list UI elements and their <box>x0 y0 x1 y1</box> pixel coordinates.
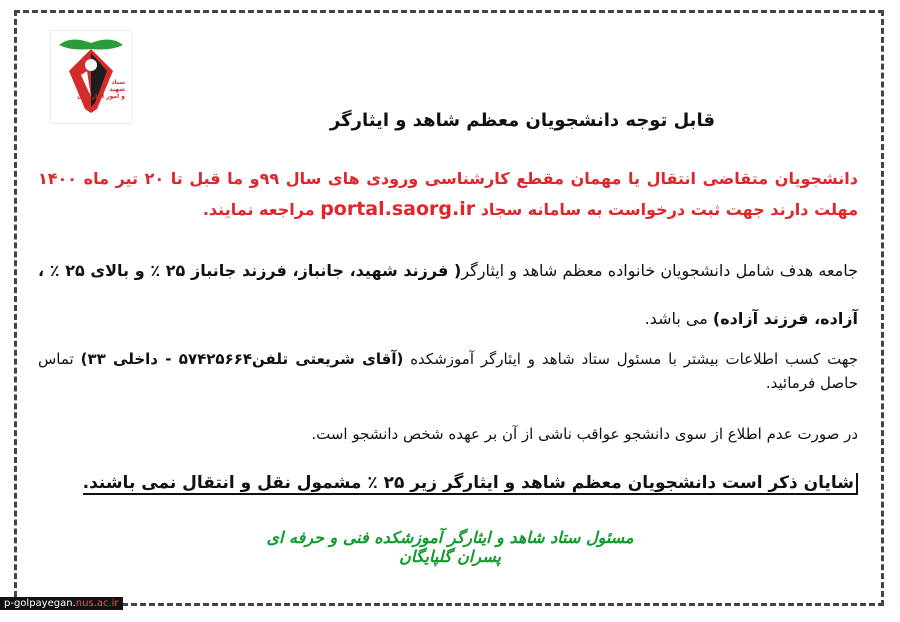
target-paragraph <box>38 247 858 343</box>
signature: مسئول ستاد شاهد و ایثارگر آموزشکده فنی و حرفه ای پسران گلپایگان <box>266 528 634 566</box>
footer-domain-suffix: nus.ac.ir <box>75 598 119 609</box>
portal-link[interactable]: portal.saorg.ir <box>320 198 476 220</box>
contact-prefix: جهت کسب اطلاعات بیشتر با مسئول ستاد شاهد و ایثارگر آموزشکده <box>410 350 859 368</box>
note-text: شایان ذکر است دانشجویان معظم شاهد و ایثارگر زیر ۲۵ ٪ مشمول نقل و انتقال نمی باشند. <box>83 473 858 495</box>
contact-paragraph <box>38 347 858 395</box>
logo-text-2: شهید <box>109 86 125 93</box>
contact-suffix: تماس حاصل فرمائید. <box>38 350 858 392</box>
target-bold: ( فرزند شهید، جانباز، فرزند جانباز ۲۵ ٪ و بالای ۲۵ ٪ ، آزاده، فرزند آزاده) <box>38 261 858 328</box>
announcement-paragraph <box>38 163 858 225</box>
target-prefix: جامعه هدف شامل دانشجویان خانواده معظم شاهد و ایثارگر <box>461 261 859 280</box>
footer-domain[interactable] <box>0 597 123 610</box>
note-paragraph <box>38 468 858 498</box>
announcement-text: دانشجویان متقاضی انتقال یا مهمان مقطع کارشناسی ورودی های سال ۹۹و ما قبل تا ۲۰ تیر ماه ۱۴۰۰ مهلت دارند جهت ثبت درخواست به سامانه سجاد <box>38 169 858 219</box>
contact-bold: (آقای شریعتی تلفن۵۷۴۲۵۶۶۴ - داخلی ۳۳) <box>80 350 404 368</box>
announcement-text-end: مراجعه نمایند. <box>202 200 315 219</box>
target-suffix: می باشد. <box>644 309 708 328</box>
logo-text-3: و امور ایثارگران <box>77 93 125 100</box>
warning-paragraph: در صورت عدم اطلاع از سوی دانشجو عواقب ناشی از آن بر عهده شخص دانشجو است. <box>311 425 858 443</box>
page-title: قابل توجه دانشجویان معظم شاهد و ایثارگر <box>329 110 715 131</box>
logo-text-1: ستاد <box>111 79 125 86</box>
footer-prefix: p-golpayegan. <box>4 598 76 609</box>
